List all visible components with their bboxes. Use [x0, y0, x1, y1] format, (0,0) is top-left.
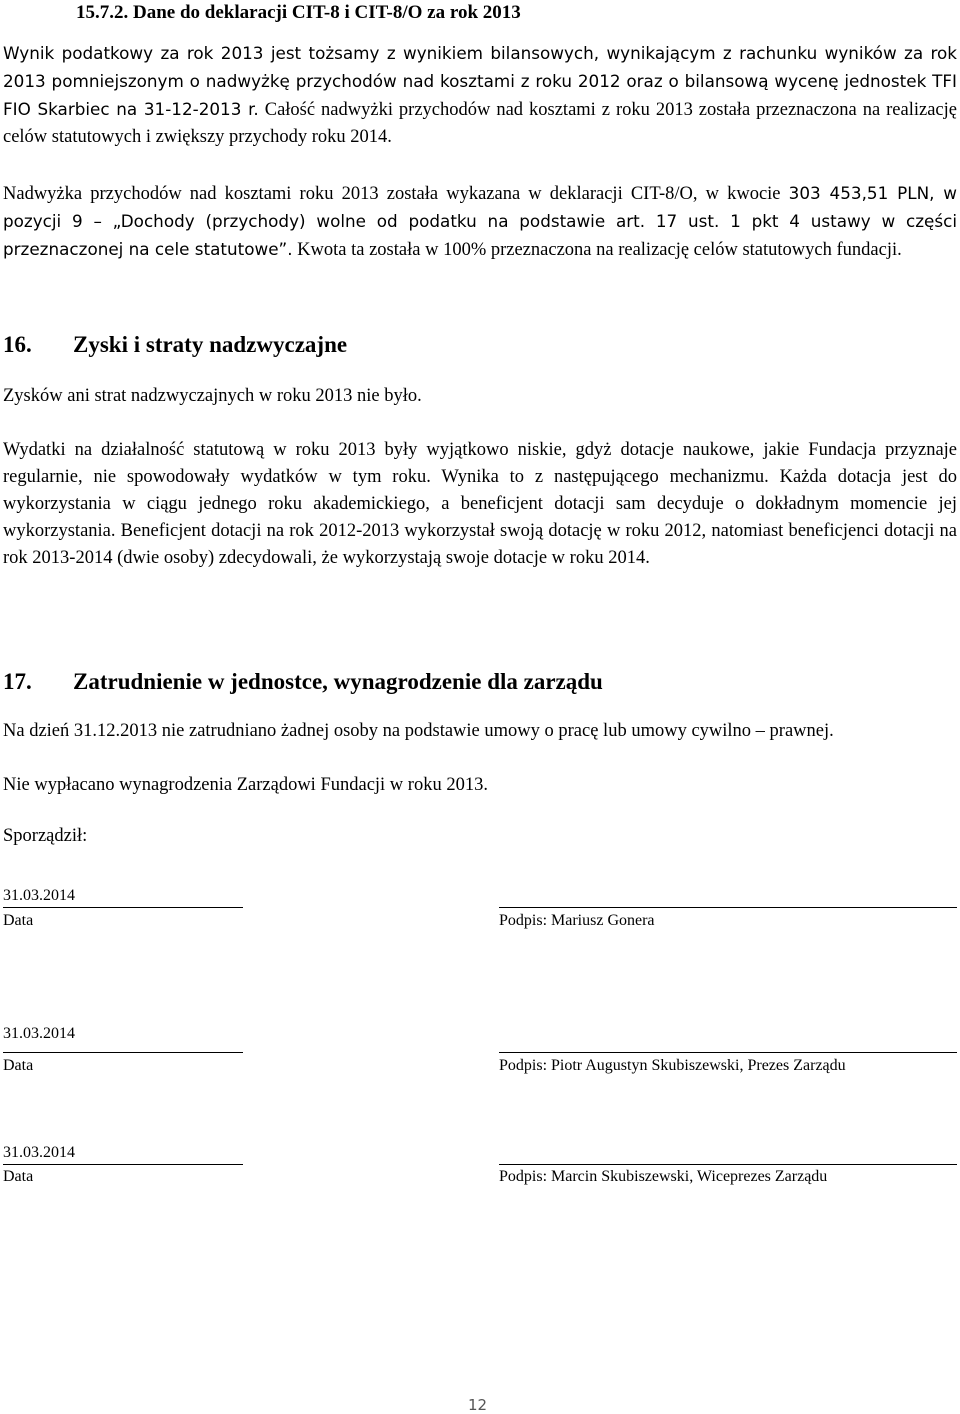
section-17-heading [3, 669, 603, 695]
signature-3-date-line [3, 1164, 243, 1165]
prepared-by-label: Sporządził: [3, 826, 88, 846]
paragraph-wydatki: Wydatki na działalność statutową w roku 2013 były wyjątkowo niskie, gdyż dotacje naukowe, jakie Fundacja przyznaje regularnie, nie spowodowały wydatków w tym roku. Wynika to z następującego mechanizmu. Każda dotacja jest do wykorzystania w ciągu jednego roku akademickiego, a beneficjent dotacji sam decyduje o dokładnym momencie jej wykorzystania. Beneficjent dotacji na rok 2012-2013 wykorzystał swoją dotację w roku 2012, natomiast beneficjenci dotacji na rok 2013-2014 (dwie osoby) zdecydowali, że wykorzystają swoje dotacje w roku 2014. [3, 440, 957, 568]
paragraph-zyski: Zysków ani strat nadzwyczajnych w roku 2013 nie było. [3, 386, 422, 406]
page-number: 12 [468, 1396, 488, 1414]
signature-1-sign-line [499, 907, 957, 908]
paragraph-cit8o-part3: Kwota ta została w 100% przeznaczona na realizację celów statutowych fundacji. [297, 240, 902, 260]
paragraph-cit-part1: Wynik podatkowy za rok 2013 jest tożsamy z wynikiem bilansowych, wynikającym z rachunku wyników za rok 2013 pomniejszonym o nadwyżkę przychodów nad kosztami z roku 2012 oraz o bilansową wycenę jednostek TFI FIO Skarbiec na 31-12-2013 r. [3, 43, 957, 119]
signature-3-date-label: Data [3, 1168, 34, 1185]
section-16-heading [3, 332, 347, 358]
paragraph-cit [3, 40, 957, 151]
signature-2-date: 31.03.2014 [3, 1025, 75, 1042]
signature-2-date-label: Data [3, 1057, 34, 1074]
signature-3-sign-line [499, 1164, 957, 1165]
signature-1-sign-label: Podpis: Mariusz Gonera [499, 912, 655, 929]
signature-3-sign-label: Podpis: Marcin Skubiszewski, Wiceprezes Zarządu [499, 1168, 828, 1185]
signature-3-date: 31.03.2014 [3, 1144, 75, 1161]
signature-2-sign-label: Podpis: Piotr Augustyn Skubiszewski, Prezes Zarządu [499, 1057, 846, 1074]
section-17-title: Zatrudnienie w jednostce, wynagrodzenie dla zarządu [73, 669, 603, 694]
signature-2-sign-line [499, 1052, 957, 1053]
section-16-number: 16. [3, 332, 32, 357]
section-17-number: 17. [3, 669, 32, 694]
signature-1-date-line [3, 907, 243, 908]
paragraph-cit-part2: Całość nadwyżki przychodów nad kosztami z roku 2013 została przeznaczona na realizację celów statutowych i zwiększy przychody roku 2014. [3, 100, 957, 147]
paragraph-zatrudnienie: Na dzień 31.12.2013 nie zatrudniano żadnej osoby na podstawie umowy o pracę lub umowy cywilno – prawnej. [3, 721, 834, 741]
signature-2-date-line [3, 1052, 243, 1053]
paragraph-cit8o [3, 180, 957, 264]
signature-1-date-label: Data [3, 912, 34, 929]
paragraph-wynagrodzenie: Nie wypłacano wynagrodzenia Zarządowi Fundacji w roku 2013. [3, 775, 488, 795]
signature-1-date: 31.03.2014 [3, 887, 75, 904]
section-heading: 15.7.2. Dane do deklaracji CIT-8 i CIT-8/O za rok 2013 [76, 2, 521, 23]
section-16-title: Zyski i straty nadzwyczajne [73, 332, 348, 357]
paragraph-cit8o-part1: Nadwyżka przychodów nad kosztami roku 2013 została wykazana w deklaracji CIT-8/O, w kwocie [3, 184, 781, 204]
paragraph-cit8o-part2: 303 453,51 PLN, w pozycji 9 – „Dochody (przychody) wolne od podatku na podstawie art. 17 ust. 1 pkt 4 ustawy w części przeznaczonej na cele statutowe”. [3, 183, 958, 259]
